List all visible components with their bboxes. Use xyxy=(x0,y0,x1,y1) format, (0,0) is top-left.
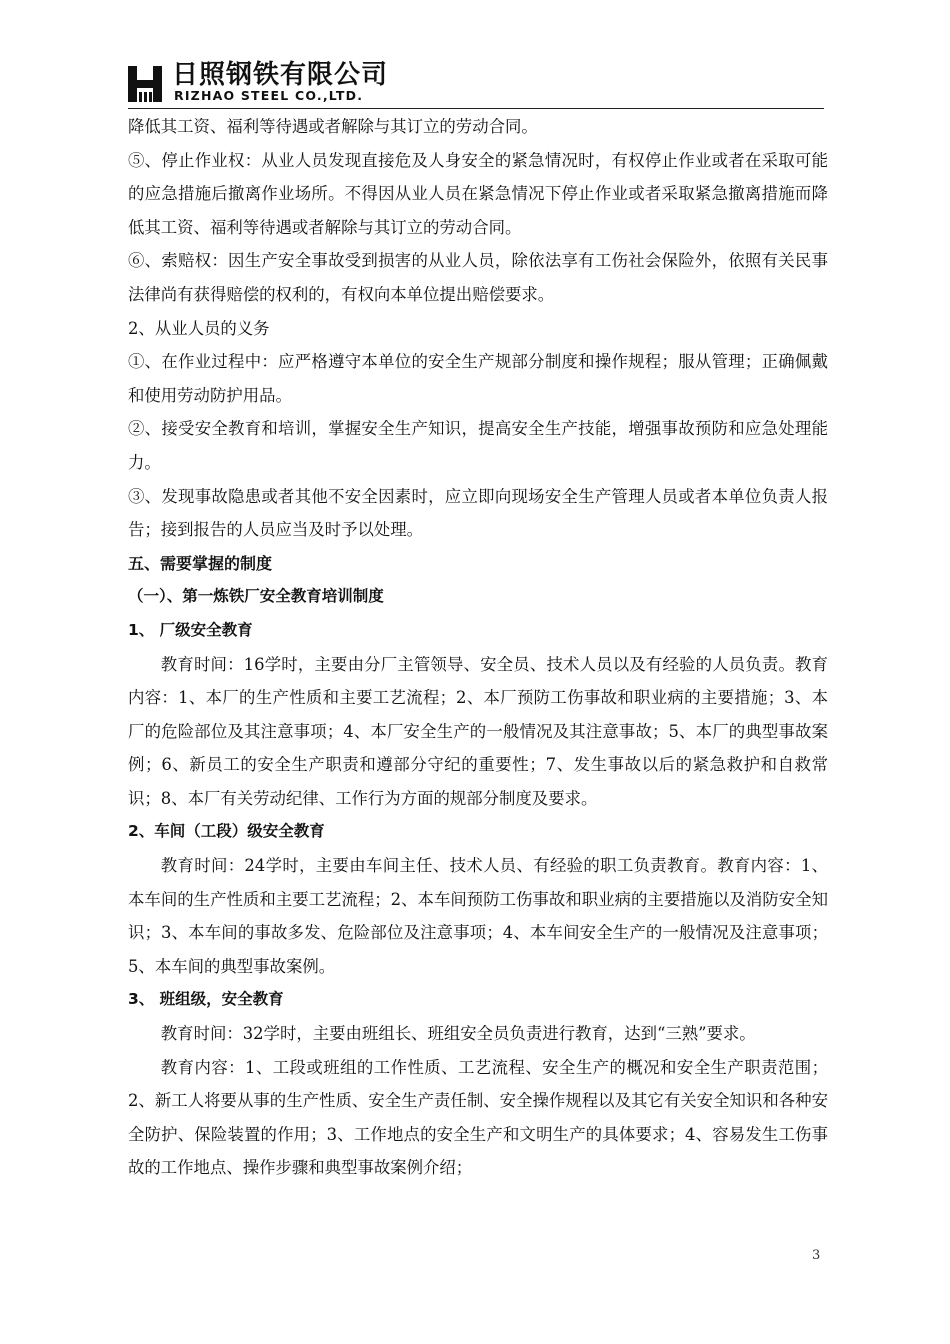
paragraph: 教育时间：24学时，主要由车间主任、技术人员、有经验的职工负责教育。教育内容：1、本车间的生产性质和主要工艺流程；2、本车间预防工伤事故和职业病的主要措施以及消防安全知识；3、本车间的事故多发、危险部位及注意事项；4、本车间安全生产的一般情况及注意事项；5、本车间的典型事故案例。 xyxy=(128,856,828,976)
paragraph: 2、从业人员的义务 xyxy=(128,318,270,338)
company-name-cn: 日照钢铁有限公司 xyxy=(172,60,389,90)
paragraph: 教育时间：16学时，主要由分厂主管领导、安全员、技术人员以及有经验的人员负责。教育内容：1、本厂的生产性质和主要工艺流程；2、本厂预防工伤事故和职业病的主要措施；3、本厂的危险部位及其注意事项；4、本厂安全生产的一般情况及其注意事故；5、本厂的典型事故案例；6、新员工的安全生产职责和遵部分守纪的重要性；7、发生事故以后的紧急救护和自救常识；8、本厂有关劳动纪律、工作行为方面的规部分制度及要求。 xyxy=(128,654,828,808)
paragraph: ②、接受安全教育和培训，掌握安全生产知识，提高安全生产技能，增强事故预防和应急处理能力。 xyxy=(128,419,828,472)
subsection-heading: 1、 厂级安全教育 xyxy=(128,620,253,639)
paragraph: 降低其工资、福利等待遇或者解除与其订立的劳动合同。 xyxy=(128,117,538,136)
paragraph: ①、在作业过程中：应严格遵守本单位的安全生产规部分制度和操作规程；服从管理；正确佩戴和使用劳动防护用品。 xyxy=(128,352,828,405)
paragraph: 教育时间：32学时，主要由班组长、班组安全员负责进行教育，达到“三熟”要求。 xyxy=(160,1024,756,1044)
subsection-heading: 2、车间（工段）级安全教育 xyxy=(128,822,325,841)
paragraph: ⑤、停止作业权：从业人员发现直接危及人身安全的紧急情况时，有权停止作业或者在采取可能的应急措施后撤离作业场所。不得因从业人员在紧急情况下停止作业或者采取紧急撤离措施而降低其工资、福利等待遇或者解除与其订立的劳动合同。 xyxy=(128,150,828,237)
subsection-heading: 3、 班组级，安全教育 xyxy=(128,990,284,1009)
page-number: 3 xyxy=(812,1248,821,1263)
section-heading: 五、需要掌握的制度 xyxy=(128,553,273,573)
subsection-heading: （一）、第一炼铁厂安全教育培训制度 xyxy=(128,587,384,606)
paragraph: ⑥、索赔权：因生产安全事故受到损害的从业人员，除依法享有工伤社会保险外，依照有关民事法律尚有获得赔偿的权利的，有权向本单位提出赔偿要求。 xyxy=(128,251,828,304)
paragraph: ③、发现事故隐患或者其他不安全因素时，应立即向现场安全生产管理人员或者本单位负责人报告；接到报告的人员应当及时予以处理。 xyxy=(128,486,828,540)
paragraph: 教育内容：1、工段或班组的工作性质、工艺流程、安全生产的概况和安全生产职责范围；2、新工人将要从事的生产性质、安全生产责任制、安全操作规程以及其它有关安全知识和各种安全防护、保险装置的作用；3、工作地点的安全生产和文明生产的具体要求；4、容易发生工伤事故的工作地点、操作步骤和典型事故案例介绍； xyxy=(128,1057,828,1178)
company-logo-icon xyxy=(128,66,162,102)
page-header xyxy=(128,60,824,109)
company-name-en: RIZHAO STEEL CO.,LTD. xyxy=(174,88,364,103)
document-body xyxy=(128,110,828,1185)
